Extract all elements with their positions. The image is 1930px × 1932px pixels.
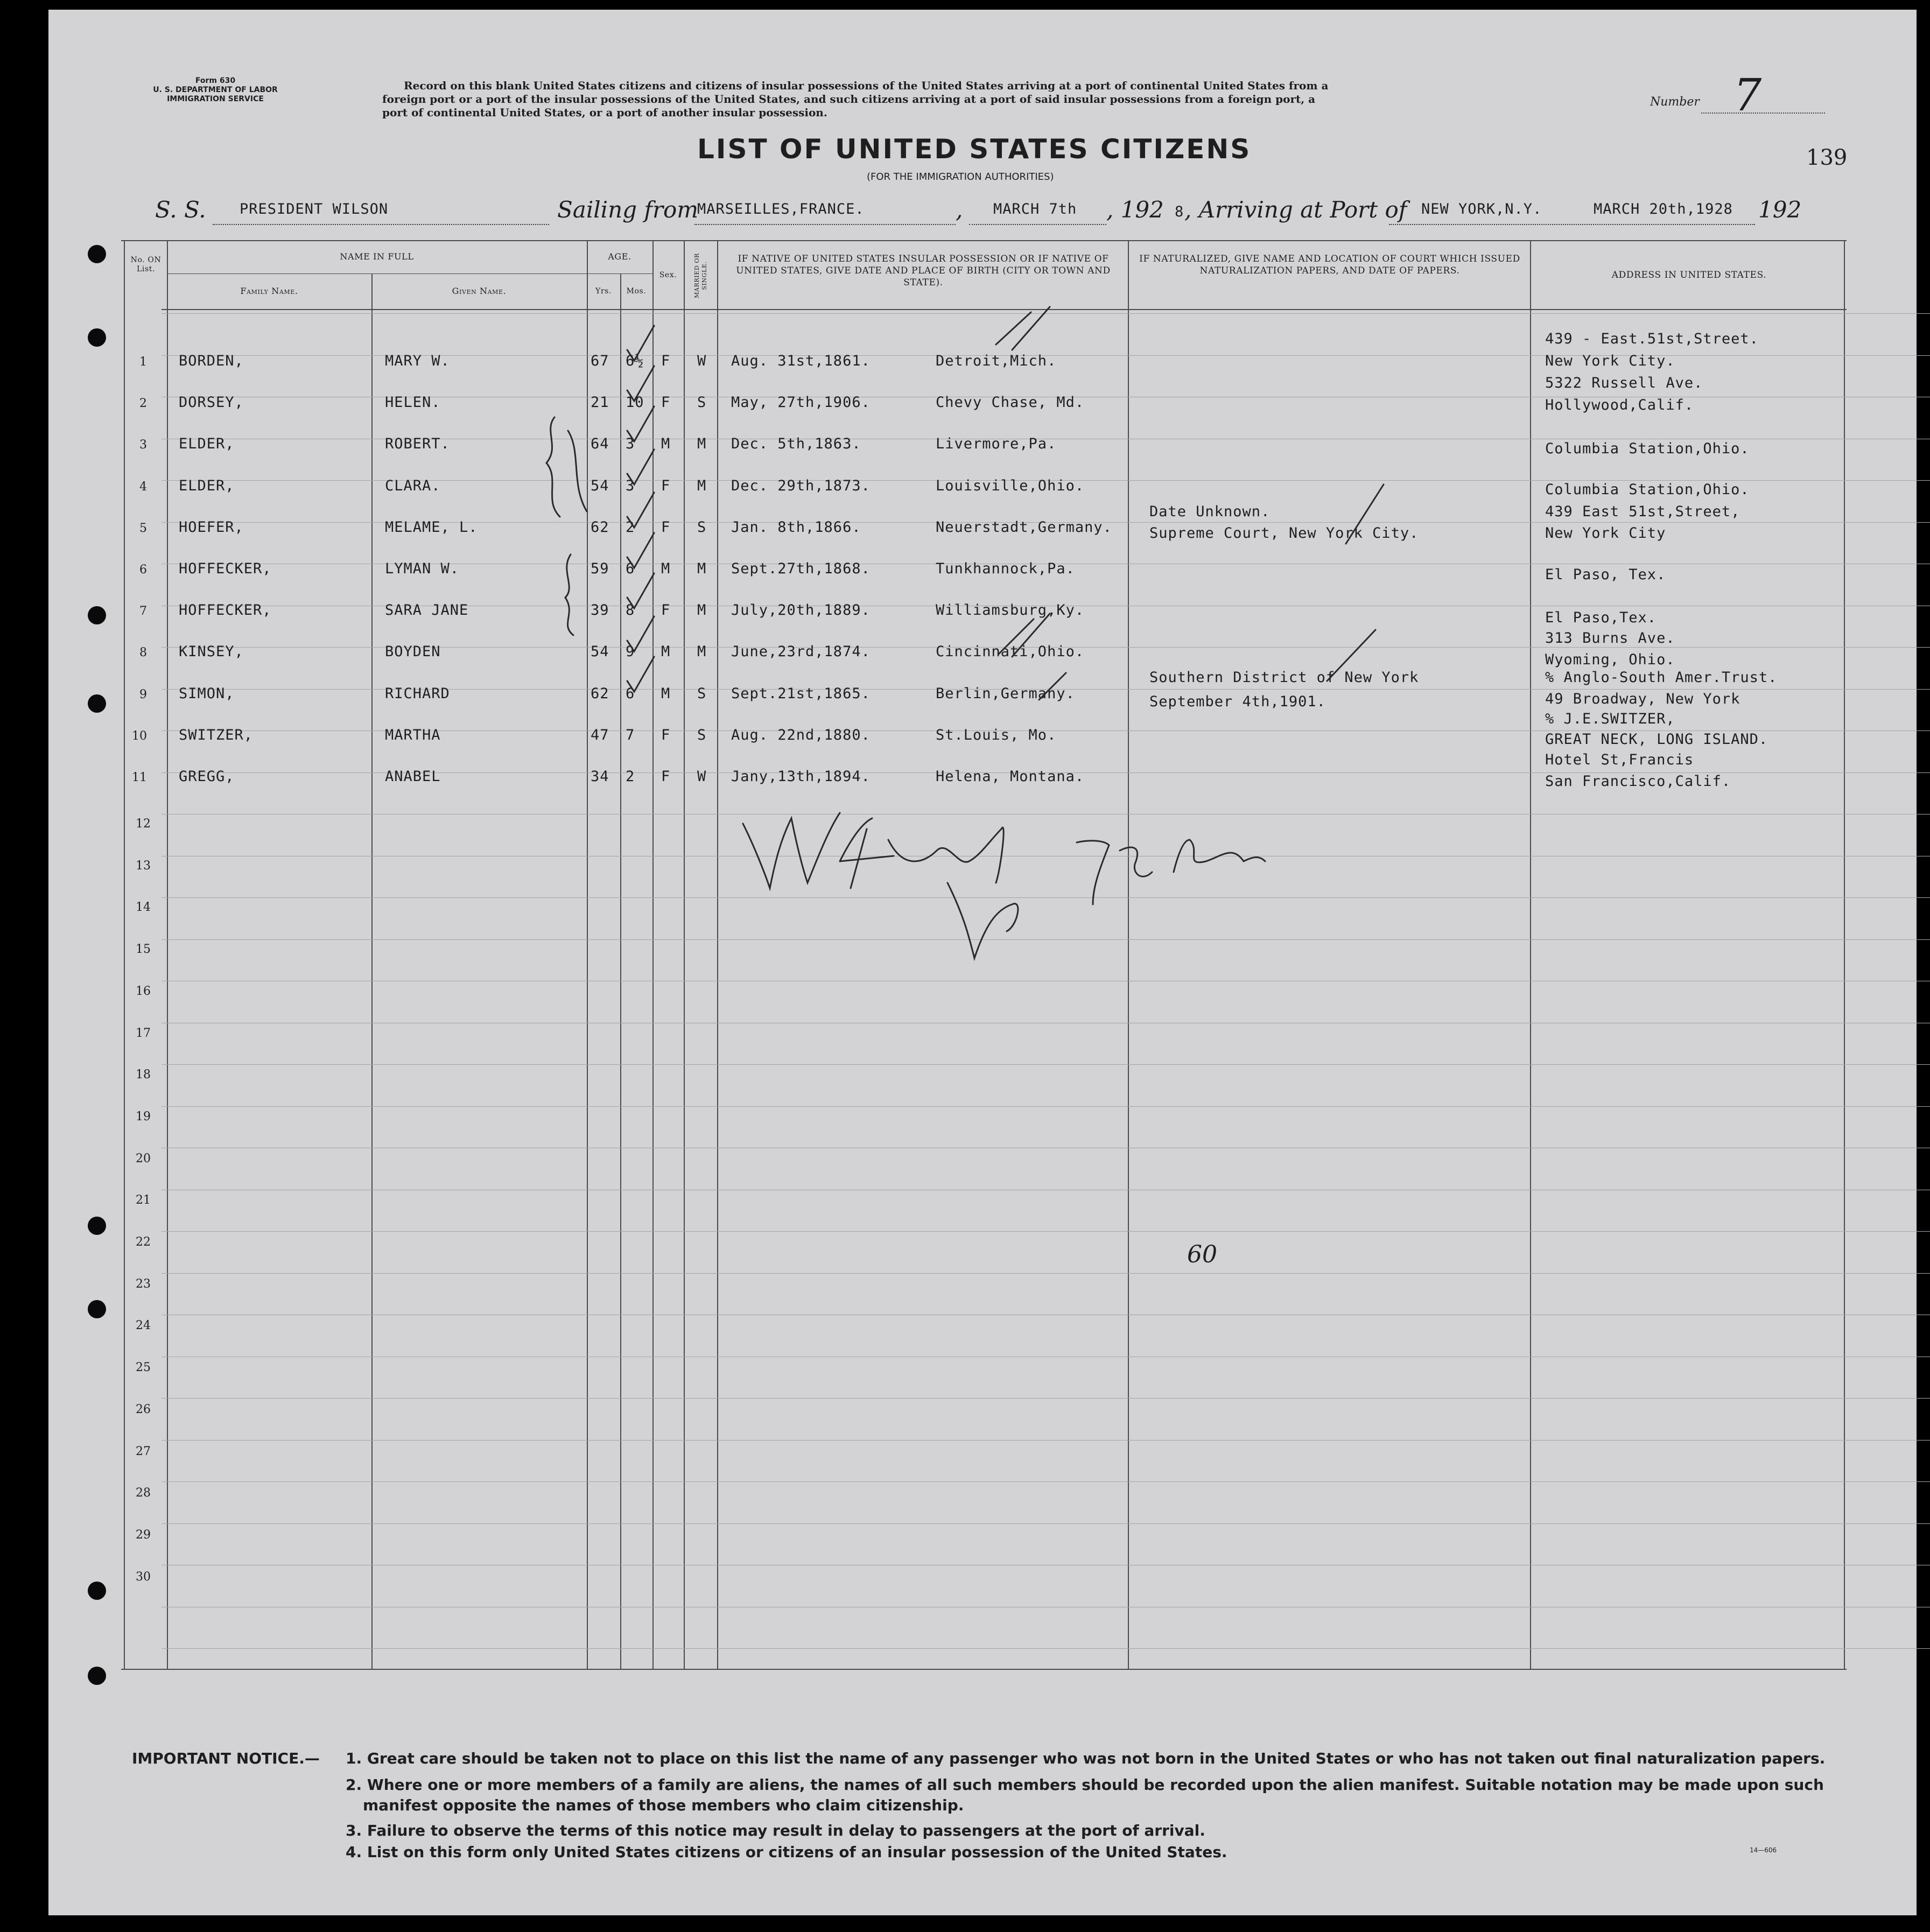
header-yrs: Yrs. — [595, 287, 612, 296]
age-years: 47 — [591, 726, 609, 743]
address-line: Hollywood,Calif. — [1545, 397, 1694, 413]
notice-heading: IMPORTANT NOTICE.— — [132, 1750, 320, 1767]
header-family-name: Family Name. — [240, 286, 298, 296]
address-line: San Francisco,Calif. — [1545, 773, 1731, 790]
birth-place: Detroit,Mich. — [936, 353, 1057, 369]
sex: M — [661, 685, 671, 702]
address-line: GREAT NECK, LONG ISLAND. — [1545, 731, 1768, 748]
notice-item: 4. List on this form only United States citizens or citizens of an insular possession of the United States. — [346, 1843, 1227, 1861]
tick-mark — [996, 312, 1031, 345]
signature-stroke — [1077, 841, 1109, 904]
birth-date: Sept.21st,1865. — [731, 685, 871, 702]
page-number: 139 — [1806, 145, 1848, 170]
sailing-label: Sailing from — [557, 196, 699, 223]
given-name: CLARA. — [385, 477, 441, 494]
sailing-comma: , — [956, 196, 963, 223]
sex: F — [661, 768, 671, 785]
address-line: Wyoming, Ohio. — [1545, 651, 1675, 668]
form-code: 14—606 — [1750, 1846, 1777, 1854]
family-name: HOEFER, — [179, 518, 244, 536]
address-line: 439 - East.51st,Street. — [1545, 331, 1759, 347]
sailing-date: MARCH 7th — [993, 201, 1077, 217]
address-line: Columbia Station,Ohio. — [1545, 481, 1750, 498]
age-months: 6½ — [626, 353, 644, 369]
tick-mark — [1327, 630, 1375, 681]
given-name: MARY W. — [385, 353, 450, 369]
check-mark — [627, 533, 654, 568]
family-name: SWITZER, — [179, 726, 254, 743]
naturalization-text: Southern District of New York — [1149, 669, 1419, 686]
birth-date: June,23rd,1874. — [731, 643, 871, 661]
number-value: 7 — [1734, 70, 1762, 121]
row-number: 25 — [136, 1361, 151, 1375]
family-name: KINSEY, — [179, 643, 244, 661]
arrival-port: NEW YORK,N.Y. — [1421, 201, 1542, 217]
year-prefix: , 192 — [1106, 196, 1164, 223]
address-line: % Anglo-South Amer.Trust. — [1545, 669, 1778, 686]
row-number: 30 — [136, 1570, 151, 1584]
given-name: LYMAN W. — [385, 560, 460, 577]
signature-stroke — [1174, 840, 1265, 872]
age-years: 54 — [591, 643, 609, 661]
address-line: Columbia Station,Ohio. — [1545, 440, 1750, 457]
age-years: 34 — [591, 768, 609, 785]
row-number: 23 — [136, 1277, 151, 1291]
row-number: 22 — [136, 1235, 151, 1249]
check-mark — [627, 326, 654, 361]
row-number: 27 — [136, 1444, 151, 1458]
address-line: El Paso,Tex. — [1545, 609, 1657, 626]
marital-status: M — [697, 643, 707, 661]
age-years: 21 — [591, 394, 609, 411]
marital-status: M — [697, 560, 707, 577]
birth-date: Jany,13th,1894. — [731, 768, 871, 785]
given-name: MELAME, L. — [385, 518, 478, 536]
family-name: ELDER, — [179, 477, 235, 494]
address-line: 49 Broadway, New York — [1545, 691, 1740, 707]
row-number: 29 — [136, 1528, 151, 1542]
marital-status: S — [697, 685, 707, 702]
family-name: ELDER, — [179, 435, 235, 453]
row-number: 10 — [132, 729, 147, 743]
age-years: 67 — [591, 353, 609, 369]
family-name: BORDEN, — [179, 353, 244, 369]
row-number: 14 — [136, 901, 151, 915]
form-number: Form 630 — [195, 76, 236, 85]
row-number: 7 — [139, 605, 147, 619]
age-years: 59 — [591, 560, 609, 577]
family-brace — [565, 554, 573, 635]
age-years: 62 — [591, 685, 609, 702]
row-number: 26 — [136, 1402, 151, 1416]
row-number: 13 — [136, 859, 151, 873]
instruction-line: port of continental United States, or a port of another insular possession. — [382, 106, 827, 119]
address-line: % J.E.SWITZER, — [1545, 711, 1675, 727]
signature-stroke — [888, 827, 1003, 883]
birth-place: Cincinnati,Ohio. — [936, 643, 1085, 661]
sex: F — [661, 394, 671, 411]
tick-mark — [999, 619, 1034, 654]
age-months: 7 — [626, 726, 635, 743]
age-months: 6 — [626, 685, 635, 702]
birth-place: Williamsburg,Ky. — [936, 602, 1085, 619]
birth-place: St.Louis, Mo. — [936, 726, 1057, 743]
age-months: 3 — [626, 435, 635, 453]
row-number: 2 — [139, 397, 147, 411]
row-number: 5 — [139, 521, 147, 535]
address-line: New York City — [1545, 525, 1666, 542]
header-birth: IF NATIVE OF UNITED STATES INSULAR POSSESSION OR IF NATIVE OF UNITED STATES, GIVE DATE AND PLACE OF BIRTH (CITY OR TOWN AND STATE). — [736, 254, 1111, 288]
page-subtitle: (FOR THE IMMIGRATION AUTHORITIES) — [867, 171, 1054, 182]
address-line: 439 East 51st,Street, — [1545, 503, 1740, 520]
notice-item: 3. Failure to observe the terms of this notice may result in delay to passengers at the port of arrival. — [346, 1822, 1205, 1839]
birth-date: May, 27th,1906. — [731, 394, 871, 411]
birth-place: Helena, Montana. — [936, 768, 1085, 785]
header-married-or-single: MARRIED OR SINGLE. — [693, 253, 708, 298]
address-line: Hotel St,Francis — [1545, 751, 1694, 768]
arrival-date: MARCH 20th,1928 — [1594, 201, 1733, 217]
signature-stroke — [743, 813, 840, 888]
age-years: 39 — [591, 602, 609, 619]
row-number: 12 — [136, 817, 151, 831]
sex: M — [661, 435, 671, 453]
signature-stroke — [1120, 847, 1152, 876]
header-sex: Sex. — [659, 271, 677, 279]
address-line: El Paso, Tex. — [1545, 566, 1666, 583]
tick-mark — [1346, 484, 1384, 544]
marital-status: M — [697, 602, 707, 619]
birth-date: Sept.27th,1868. — [731, 560, 871, 577]
address-line: 5322 Russell Ave. — [1545, 375, 1703, 391]
family-name: GREGG, — [179, 768, 235, 785]
given-name: ANABEL — [385, 768, 441, 785]
ss-label: S. S. — [155, 196, 206, 223]
age-months: 9 — [626, 643, 635, 661]
family-name: HOFFECKER, — [179, 560, 272, 577]
header-age: AGE. — [608, 251, 631, 262]
sex: F — [661, 518, 671, 536]
check-mark — [627, 366, 654, 401]
check-mark — [627, 616, 654, 651]
birth-date: Jan. 8th,1866. — [731, 518, 861, 536]
row-number: 18 — [136, 1068, 151, 1082]
header-mos: Mos. — [626, 287, 647, 296]
age-months: 3 — [626, 477, 635, 494]
birth-place: Tunkhannock,Pa. — [936, 560, 1075, 577]
row-number: 19 — [136, 1109, 151, 1123]
row-number: 28 — [136, 1486, 151, 1500]
check-mark — [627, 406, 654, 441]
instruction-line: Record on this blank United States citizens and citizens of insular possessions of the United States arriving at a port of continental United States from a — [404, 79, 1329, 92]
age-months: 2 — [626, 768, 635, 785]
marital-status: W — [697, 353, 707, 369]
family-brace — [568, 431, 587, 511]
marital-status: S — [697, 394, 707, 411]
ship-name: PRESIDENT WILSON — [240, 201, 389, 217]
birth-date: July,20th,1889. — [731, 602, 871, 619]
age-years: 64 — [591, 435, 609, 453]
header-no: No. ON List. — [130, 256, 162, 273]
row-number: 17 — [136, 1026, 151, 1040]
age-months: 6 — [626, 560, 635, 577]
naturalization-text: Date Unknown. — [1149, 503, 1271, 520]
service-name: IMMIGRATION SERVICE — [167, 95, 264, 103]
row-number: 9 — [139, 687, 147, 701]
row-number: 8 — [139, 646, 147, 660]
age-months: 10 — [626, 394, 644, 411]
birth-place: Louisville,Ohio. — [936, 477, 1085, 494]
row-number: 4 — [139, 480, 147, 494]
number-label: Number — [1650, 95, 1700, 109]
given-name: HELEN. — [385, 394, 441, 411]
arriving-label: , Arriving at Port of — [1184, 196, 1407, 223]
row-number: 6 — [139, 563, 147, 577]
row-number: 21 — [136, 1193, 151, 1207]
age-years: 62 — [591, 518, 609, 536]
birth-place: Livermore,Pa. — [936, 435, 1057, 453]
age-years: 54 — [591, 477, 609, 494]
notice-item: 1. Great care should be taken not to place on this list the name of any passenger who was not born in the United States or who has not taken out final naturalization papers. — [346, 1750, 1826, 1767]
signature-stroke — [840, 818, 894, 888]
given-name: RICHARD — [385, 685, 450, 702]
year-suffix: 8 — [1175, 203, 1184, 220]
birth-date: Aug. 31st,1861. — [731, 353, 871, 369]
header-given-name: Given Name. — [452, 286, 507, 296]
birth-place: Neuerstadt,Germany. — [936, 518, 1112, 536]
age-months: 8 — [626, 602, 635, 619]
birth-place: Chevy Chase, Md. — [936, 394, 1085, 411]
marital-status: W — [697, 768, 707, 785]
page-title: LIST OF UNITED STATES CITIZENS — [697, 134, 1252, 165]
given-name: BOYDEN — [385, 643, 441, 661]
check-mark — [627, 493, 654, 528]
given-name: MARTHA — [385, 726, 441, 743]
sailing-from: MARSEILLES,FRANCE. — [697, 201, 865, 217]
department-name: U. S. DEPARTMENT OF LABOR — [153, 86, 278, 94]
arrival-year-tail: 192 — [1758, 196, 1802, 223]
family-brace — [546, 417, 560, 517]
check-mark — [627, 573, 654, 608]
birth-date: Dec. 29th,1873. — [731, 477, 871, 494]
sex: F — [661, 353, 671, 369]
row-number: 20 — [136, 1151, 151, 1165]
marital-status: M — [697, 477, 707, 494]
naturalization-text: September 4th,1901. — [1149, 693, 1326, 710]
marital-status: M — [697, 435, 707, 453]
given-name: ROBERT. — [385, 435, 450, 453]
tick-mark — [1039, 673, 1066, 700]
sex: F — [661, 602, 671, 619]
row-number: 15 — [136, 943, 151, 957]
row-number: 1 — [139, 355, 147, 369]
birth-place: Berlin,Germany. — [936, 685, 1075, 702]
row-number: 3 — [139, 438, 147, 452]
birth-date: Aug. 22nd,1880. — [731, 726, 871, 743]
check-mark — [627, 449, 654, 484]
address-line: New York City. — [1545, 353, 1675, 369]
handwritten-note: 60 — [1187, 1241, 1217, 1268]
sex: M — [661, 560, 671, 577]
address-line: 313 Burns Ave. — [1545, 630, 1675, 647]
marital-status: S — [697, 726, 707, 743]
check-mark — [627, 657, 654, 692]
given-name: SARA JANE — [385, 602, 469, 619]
notice-item: manifest opposite the names of those members who claim citizenship. — [363, 1796, 964, 1814]
instruction-line: foreign port or a port of the insular possessions of the United States, and such citizens arriving at a port of said insular possessions from a foreign port, a — [382, 93, 1316, 106]
row-number: 11 — [132, 771, 147, 784]
header-address: ADDRESS IN UNITED STATES. — [1611, 270, 1767, 280]
row-number: 24 — [136, 1319, 151, 1333]
header-name-in-full: NAME IN FULL — [340, 251, 414, 262]
row-number: 16 — [136, 984, 151, 998]
header-naturalized: IF NATURALIZED, GIVE NAME AND LOCATION OF COURT WHICH ISSUED NATURALIZATION PAPERS, AND DATE OF PAPERS. — [1139, 254, 1520, 276]
family-name: HOFFECKER, — [179, 602, 272, 619]
sex: F — [661, 726, 671, 743]
sex: F — [661, 477, 671, 494]
notice-item: 2. Where one or more members of a family are aliens, the names of all such members should be recorded upon the alien manifest. Suitable notation may be made upon such — [346, 1776, 1824, 1794]
sex: M — [661, 643, 671, 661]
family-name: SIMON, — [179, 685, 235, 702]
signature-stroke — [948, 883, 1018, 958]
family-name: DORSEY, — [179, 394, 244, 411]
age-months: 2 — [626, 518, 635, 536]
naturalization-text: Supreme Court, New York City. — [1149, 525, 1419, 542]
marital-status: S — [697, 518, 707, 536]
birth-date: Dec. 5th,1863. — [731, 435, 861, 453]
